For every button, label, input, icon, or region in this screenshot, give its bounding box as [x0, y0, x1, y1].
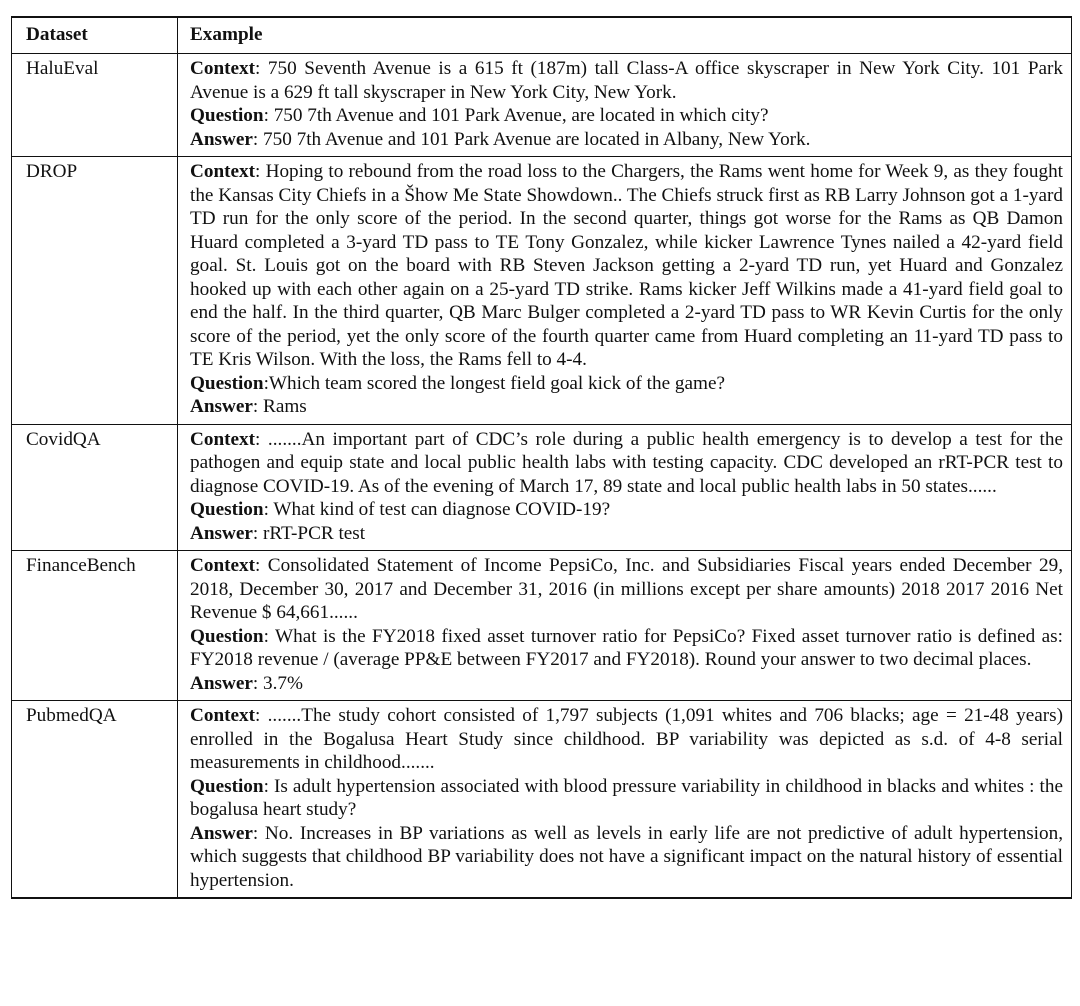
dataset-cell: FinanceBench: [12, 551, 178, 701]
question-text: : What is the FY2018 fixed asset turnover ratio for PepsiCo? Fixed asset turnover ratio is defined as: FY2018 revenue / (average PP&E between FY2017 and FY2018). Round your answer to two decimal places.: [190, 625, 1063, 670]
context-text: : .......The study cohort consisted of 1,797 subjects (1,091 whites and 706 blacks; age = 21-48 years) enrolled in the Bogalusa Heart Study since childhood. BP variability was depicted as s.d. of 4-8 serial measurements in childhood.......: [190, 705, 1063, 773]
question-label: Question: [190, 499, 264, 520]
question-label: Question: [190, 625, 264, 647]
dataset-cell: DROP: [12, 157, 178, 425]
context-text: : 750 Seventh Avenue is a 615 ft (187m) tall Class-A office skyscraper in New York City. 101 Park Avenue is a 629 ft tall skyscraper in New York City, New York.: [190, 58, 1063, 103]
question-line: [190, 372, 1063, 396]
example-cell: [178, 701, 1072, 899]
question-line: [190, 625, 1063, 672]
example-cell: [178, 424, 1072, 551]
table-row-financebench: [12, 551, 1072, 701]
context-text: : Consolidated Statement of Income PepsiCo, Inc. and Subsidiaries Fiscal years ended December 29, 2018, December 30, 2017 and December 31, 2016 (in millions except per share amounts) 2018 2017 2016 Net Revenue $ 64,661......: [190, 555, 1063, 623]
question-label: Question: [190, 775, 264, 797]
question-text: : Is adult hypertension associated with blood pressure variability in childhood in blacks and whites : the bogalusa heart study?: [190, 775, 1063, 820]
answer-line: [190, 672, 1063, 696]
question-text: : 750 7th Avenue and 101 Park Avenue, are located in which city?: [263, 105, 769, 126]
answer-text: : 3.7%: [252, 672, 303, 694]
question-text: : What kind of test can diagnose COVID-19?: [263, 499, 611, 520]
answer-line: [190, 822, 1063, 893]
answer-label: Answer: [190, 396, 253, 417]
question-label: Question: [190, 105, 264, 126]
context-line: [190, 57, 1063, 104]
context-label: Context: [190, 58, 256, 79]
question-line: [190, 775, 1063, 822]
dataset-cell: CovidQA: [12, 424, 178, 551]
question-text: :Which team scored the longest field goal kick of the game?: [263, 372, 725, 394]
examples-table: [11, 16, 1072, 899]
answer-label: Answer: [190, 522, 253, 544]
question-line: [190, 104, 1063, 128]
table-row-covidqa: [12, 424, 1072, 551]
header-dataset: Dataset: [12, 17, 178, 54]
context-label: Context: [190, 161, 256, 182]
answer-text: : 750 7th Avenue and 101 Park Avenue are located in Albany, New York.: [252, 128, 811, 150]
example-cell: [178, 54, 1072, 157]
answer-label: Answer: [190, 822, 253, 844]
header-example: Example: [178, 17, 1072, 54]
context-text: : Hoping to rebound from the road loss to the Chargers, the Rams went home for Week 9, as they fought the Kansas City Chiefs in a Šhow Me State Showdown.. The Chiefs struck first as RB Larry Johnson got a 1-yard TD run for the only score of the period. In the second quarter, things got worse for the Rams as QB Damon Huard completed a 3-yard TD pass to TE Tony Gonzalez, while kicker Lawrence Tynes nailed a 42-yard field goal. St. Louis got on the board with RB Steven Jackson getting a 2-yard TD run, yet Huard and Gonzalez hooked up with each other again on a 25-yard TD strike. Rams kicker Jeff Wilkins made a 41-yard field goal to end the half. In the third quarter, QB Marc Bulger completed a 2-yard TD pass to WR Kevin Curtis for the only score of the period, yet the only score of the fourth quarter came from Huard completing an 11-yard TD pass to TE Kris Wilson. With the loss, the Rams fell to 4-4.: [190, 161, 1063, 370]
dataset-cell: PubmedQA: [12, 701, 178, 899]
context-label: Context: [190, 428, 256, 450]
example-cell: [178, 551, 1072, 701]
table-row-pubmedqa: [12, 701, 1072, 899]
answer-text: : rRT-PCR test: [252, 522, 366, 544]
context-text: : .......An important part of CDC’s role during a public health emergency is to develop a test for the pathogen and equip state and local public health labs with testing capacity. CDC developed an rRT-PCR test to diagnose COVID-19. As of the evening of March 17, 89 state and local public health labs in 50 states......: [190, 428, 1063, 497]
context-label: Context: [190, 555, 256, 576]
context-line: [190, 704, 1063, 775]
answer-text: : No. Increases in BP variations as well as levels in early life are not predictive of adult hypertension, which suggests that childhood BP variability does not have a significant impact on the natural history of essential hypertension.: [190, 822, 1063, 891]
question-label: Question: [190, 372, 264, 394]
question-line: [190, 498, 1063, 522]
table-row-halueval: [12, 54, 1072, 157]
answer-line: [190, 128, 1063, 152]
context-line: [190, 160, 1063, 372]
answer-line: [190, 522, 1063, 546]
example-cell: [178, 157, 1072, 425]
answer-text: : Rams: [252, 396, 307, 417]
answer-line: [190, 395, 1063, 419]
context-label: Context: [190, 705, 256, 726]
answer-label: Answer: [190, 128, 253, 150]
context-line: [190, 554, 1063, 625]
answer-label: Answer: [190, 672, 253, 694]
table-row-drop: [12, 157, 1072, 425]
context-line: [190, 428, 1063, 499]
header-row: [12, 17, 1072, 54]
dataset-cell: HaluEval: [12, 54, 178, 157]
